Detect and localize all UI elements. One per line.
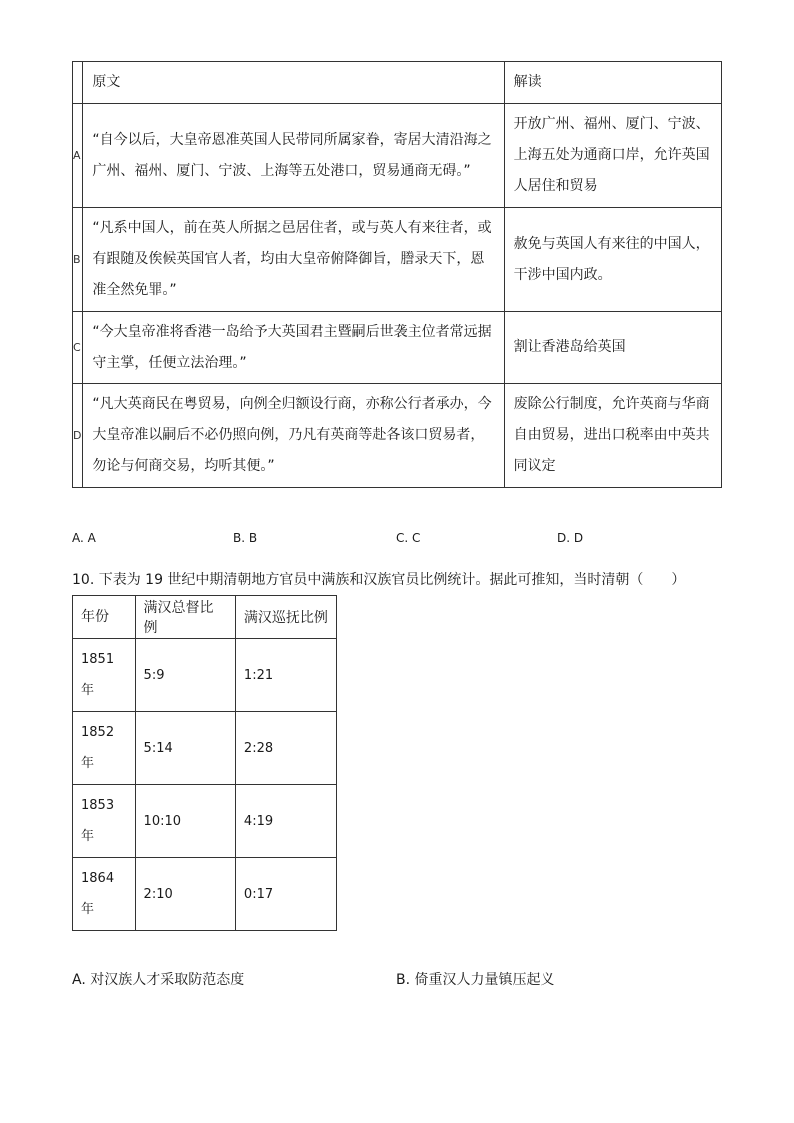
header-governor: 满汉巡抚比例: [235, 596, 336, 639]
choice-b[interactable]: B. 倚重汉人力量镇压起义: [396, 972, 555, 988]
option-key: D: [73, 429, 81, 442]
table-header-row: [73, 596, 337, 639]
question-10-text: 10. 下表为 19 世纪中期清朝地方官员中满族和汉族官员比例统计。据此可推知，当时清朝（ ）: [72, 572, 686, 588]
table-row: [73, 208, 722, 312]
option-d[interactable]: D. D: [557, 531, 584, 545]
interpretation-text: 废除公行制度，允许英商与华商自由贸易，进出口税率由中英共同议定: [504, 384, 721, 488]
table-header-row: [73, 62, 722, 104]
option-c[interactable]: C. C: [396, 531, 421, 545]
header-governor-general: 满汉总督比例: [135, 596, 235, 639]
interpretation-text: 开放广州、福州、厦门、宁波、上海五处为通商口岸，允许英国人居住和贸易: [504, 104, 721, 208]
header-year: 年份: [73, 596, 136, 639]
year-cell: 1864年: [73, 858, 136, 931]
table-row: [73, 639, 337, 712]
original-text: “今大皇帝准将香港一岛给予大英国君主暨嗣后世袭主位者常远据守主掌，任便立法治理。”: [83, 312, 504, 384]
table-row: [73, 785, 337, 858]
official-ratio-table: [72, 595, 337, 931]
table-row: [73, 104, 722, 208]
governor-general-ratio: 5:14: [135, 712, 235, 785]
table-row: [73, 384, 722, 488]
governor-general-ratio: 10:10: [135, 785, 235, 858]
interpretation-text: 赦免与英国人有来往的中国人，干涉中国内政。: [504, 208, 721, 312]
interpretation-text: 割让香港岛给英国: [504, 312, 721, 384]
governor-ratio: 1:21: [235, 639, 336, 712]
year-cell: 1852年: [73, 712, 136, 785]
governor-ratio: 2:28: [235, 712, 336, 785]
governor-ratio: 4:19: [235, 785, 336, 858]
header-interpretation: 解读: [504, 62, 721, 104]
option-key-cell: [73, 312, 83, 384]
treaty-table: [72, 61, 722, 488]
option-key: B: [73, 253, 81, 266]
original-text: “凡系中国人，前在英人所据之邑居住者，或与英人有来往者，或有跟随及俟候英国官人者，均由大皇帝俯降御旨，謄录天下，恩准全然免罪。”: [83, 208, 504, 312]
governor-ratio: 0:17: [235, 858, 336, 931]
option-b[interactable]: B. B: [233, 531, 258, 545]
governor-general-ratio: 5:9: [135, 639, 235, 712]
option-key: A: [73, 149, 81, 162]
option-key: C: [73, 341, 81, 354]
table-row: [73, 312, 722, 384]
option-key-cell: [73, 62, 83, 104]
table-row: [73, 858, 337, 931]
header-original: 原文: [83, 62, 504, 104]
option-key-cell: [73, 384, 83, 488]
year-cell: 1851年: [73, 639, 136, 712]
choice-a[interactable]: A. 对汉族人才采取防范态度: [72, 972, 245, 988]
option-key-cell: [73, 104, 83, 208]
table-row: [73, 712, 337, 785]
option-key-cell: [73, 208, 83, 312]
year-cell: 1853年: [73, 785, 136, 858]
original-text: “凡大英商民在粤贸易，向例全归额设行商，亦称公行者承办，今大皇帝准以嗣后不必仍照向例，乃凡有英商等赴各该口贸易者，勿论与何商交易，均听其便。”: [83, 384, 504, 488]
original-text: “自今以后，大皇帝恩准英国人民带同所属家眷，寄居大清沿海之广州、福州、厦门、宁波、上海等五处港口，贸易通商无碍。”: [83, 104, 504, 208]
governor-general-ratio: 2:10: [135, 858, 235, 931]
option-a[interactable]: A. A: [72, 531, 96, 545]
